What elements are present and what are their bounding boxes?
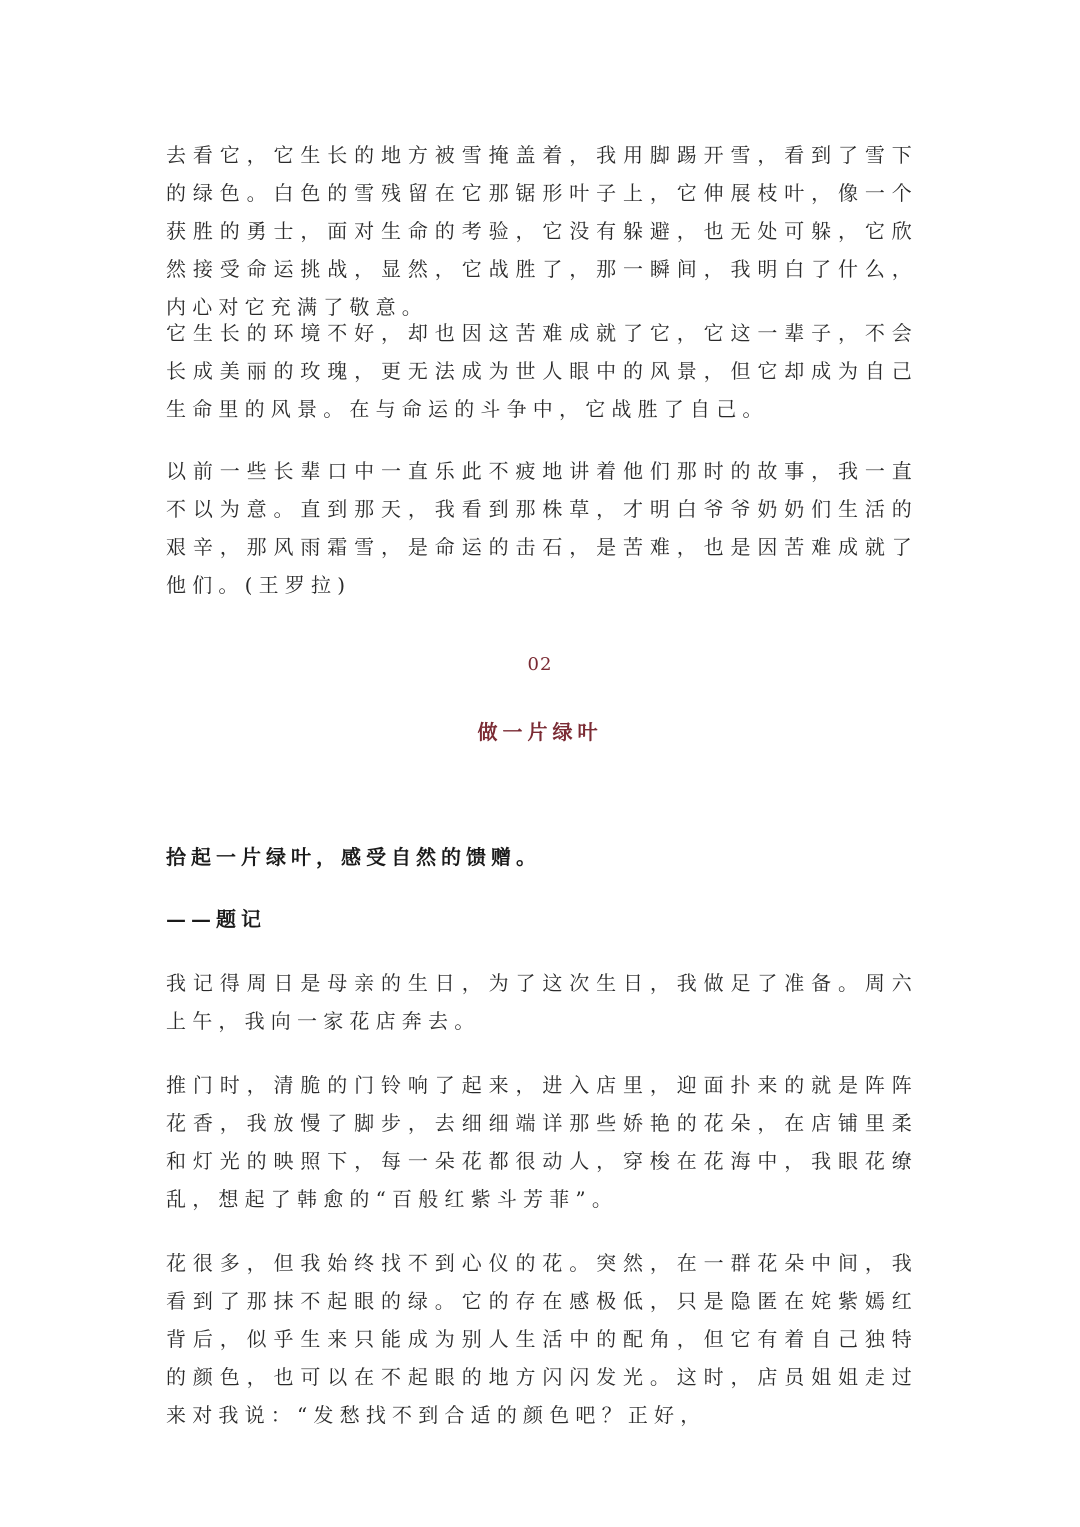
epigraph: 拾起一片绿叶，感受自然的馈赠。 — [166, 845, 541, 869]
paragraph-hardship-environment: 它生长的环境不好，却也因这苦难成就了它，它这一辈子，不会长成美丽的玫瑰，更无法成为世人眼中的风景，但它却成为自己生命里的风景。在与命运的斗争中，它战胜了自己。 — [166, 321, 918, 421]
section-number: 02 — [527, 654, 553, 675]
paragraph-elders-stories: 以前一些长辈口中一直乐此不疲地讲着他们那时的故事，我一直不以为意。直到那天，我看到那株草，才明白爷爷奶奶们生活的艰辛，那风雨霜雪，是命运的击石，是苦难，也是因苦难成就了他们。(王罗拉) — [166, 459, 918, 597]
paragraph-mother-birthday: 我记得周日是母亲的生日，为了这次生日，我做足了准备。周六上午，我向一家花店奔去。 — [166, 971, 918, 1033]
paragraph-green-leaf: 花很多，但我始终找不到心仪的花。突然，在一群花朵中间，我看到了那抹不起眼的绿。它的存在感极低，只是隐匿在姹紫嫣红背后，似乎生来只能成为别人生活中的配角，但它有着自己独特的颜色，也可以在不起眼的地方闪闪发光。这时，店员姐姐走过来对我说：“发愁找不到合适的颜色吧？正好， — [166, 1251, 918, 1427]
section-title: 做一片绿叶 — [477, 720, 603, 744]
epigraph-source: ——题记 — [166, 907, 266, 931]
paragraph-snow-grass: 去看它，它生长的地方被雪掩盖着，我用脚踢开雪，看到了雪下的绿色。白色的雪残留在它那锯形叶子上，它伸展枝叶，像一个获胜的勇士，面对生命的考验，它没有躲避，也无处可躲，它欣然接受命运挑战，显然，它战胜了，那一瞬间，我明白了什么，内心对它充满了敬意。 — [166, 143, 918, 319]
paragraph-flower-shop: 推门时，清脆的门铃响了起来，进入店里，迎面扑来的就是阵阵花香，我放慢了脚步，去细细端详那些娇艳的花朵，在店铺里柔和灯光的映照下，每一朵花都很动人，穿梭在花海中，我眼花缭乱，想起了韩愈的“百般红紫斗芳菲”。 — [166, 1073, 918, 1211]
